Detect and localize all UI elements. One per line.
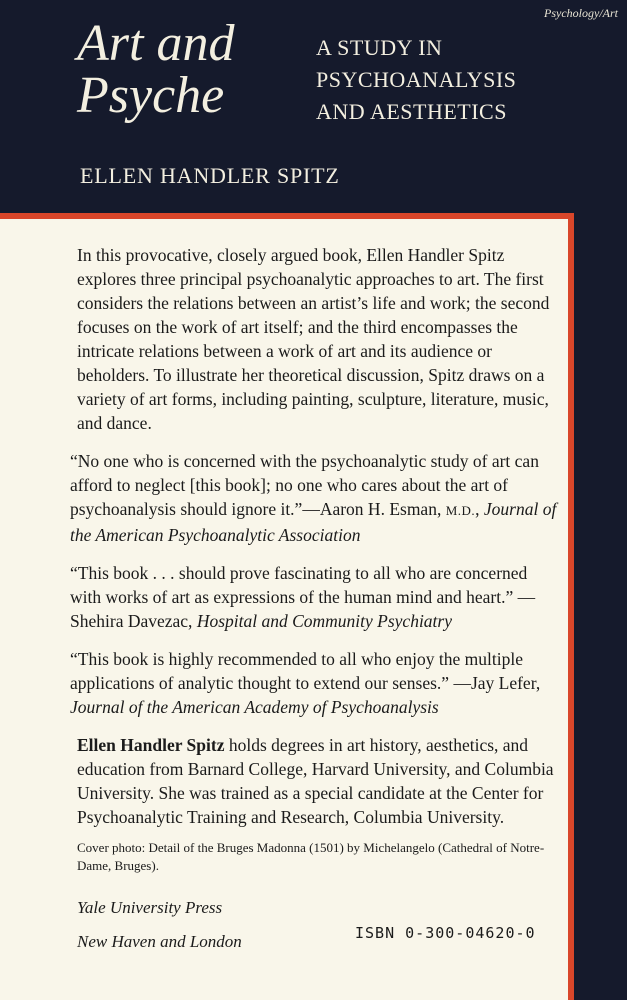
quote-separator: , bbox=[475, 499, 484, 519]
quote-source: Journal of the American Psychoanalytic Association bbox=[70, 499, 557, 545]
quote-source: Hospital and Community Psychiatry bbox=[196, 611, 452, 631]
book-subtitle bbox=[316, 32, 516, 128]
book-title bbox=[77, 15, 235, 124]
bio-name: Ellen Handler Spitz bbox=[77, 735, 225, 755]
subtitle-line-3: AND AESTHETICS bbox=[316, 99, 507, 124]
quote-text: “This book is highly recommended to all who enjoy the multiple applications of analytic thought to extend our senses.” —Jay Lefer, bbox=[70, 649, 541, 693]
quote-credential: M.D. bbox=[445, 503, 476, 518]
review-quote bbox=[70, 561, 557, 633]
publisher-block bbox=[77, 891, 242, 959]
category-label: Psychology/Art bbox=[544, 6, 618, 20]
book-description: In this provocative, closely argued book, Ellen Handler Spitz explores three principal psychoanalytic approaches to art. The first considers the relations between an artist’s life and work; the second focuses on the work of art itself; and the third encompasses the intricate relations between a work of art and its audience or beholders. To illustrate her theoretical discussion, Spitz draws on a variety of art forms, including painting, sculpture, literature, music, and dance. bbox=[77, 245, 550, 433]
subtitle-line-2: PSYCHOANALYSIS bbox=[316, 67, 517, 92]
bio-text: holds degrees in art history, aesthetics, and education from Barnard College, Harvard University, and Columbia University. She was trained as a special candidate at the Center for Psychoanalytic Training and Research, Columbia University. bbox=[77, 735, 554, 827]
author-name: ELLEN HANDLER SPITZ bbox=[80, 163, 340, 188]
cover-credit: Cover photo: Detail of the Bruges Madonna (1501) by Michelangelo (Cathedral of Notre-Dame, Bruges). bbox=[77, 840, 545, 873]
review-quote bbox=[70, 449, 557, 547]
book-title-line-2: Psyche bbox=[77, 67, 225, 124]
quote-source: Journal of the American Academy of Psychoanalysis bbox=[70, 697, 439, 717]
review-quote bbox=[70, 647, 557, 719]
publisher-location: New Haven and London bbox=[77, 932, 242, 951]
isbn-number: ISBN 0-300-04620-0 bbox=[355, 924, 536, 942]
book-title-line-1: Art and bbox=[77, 15, 235, 72]
publisher-name: Yale University Press bbox=[77, 898, 223, 917]
subtitle-line-1: A STUDY IN bbox=[316, 35, 443, 60]
panel-content bbox=[70, 243, 557, 875]
quote-text: “No one who is concerned with the psychoanalytic study of art can afford to neglect [this book]; no one who cares about the art of psychoanalysis should ignore it.”—Aaron H. Esman, bbox=[70, 451, 539, 519]
author-bio bbox=[77, 733, 557, 829]
description-panel bbox=[0, 213, 574, 1000]
quote-text: “This book . . . should prove fascinating to all who are concerned with works of art as expressions of the human mind and heart.” —Shehira Davezac, bbox=[70, 563, 536, 631]
